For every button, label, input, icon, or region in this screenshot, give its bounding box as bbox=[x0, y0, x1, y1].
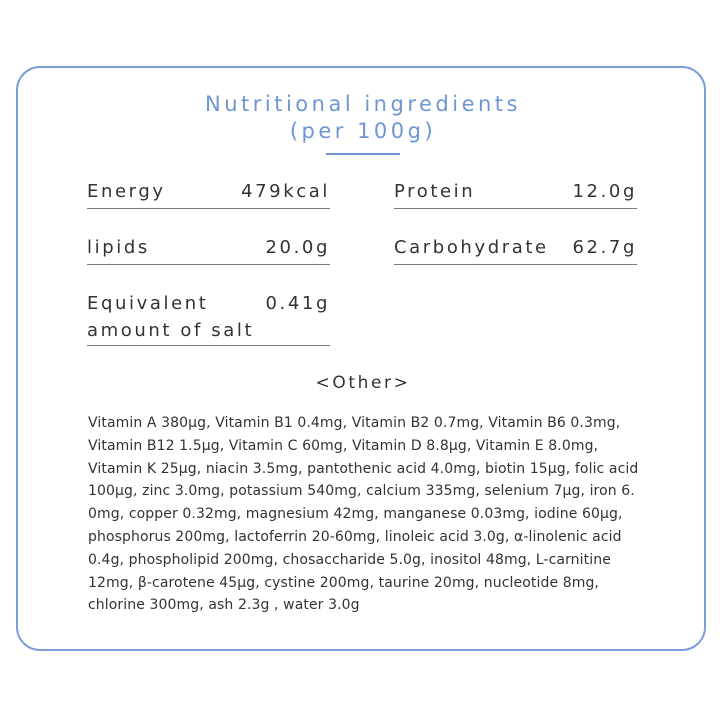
nutrient-value: 0.41g bbox=[265, 293, 330, 314]
nutrient-value: 479kcal bbox=[241, 181, 330, 202]
nutrient-row-lipids bbox=[87, 234, 330, 265]
title-divider bbox=[326, 153, 400, 155]
other-heading: <Other> bbox=[315, 373, 411, 393]
nutrient-label: Equivalent amount of salt bbox=[87, 293, 255, 341]
nutrient-label: Energy bbox=[87, 181, 166, 202]
nutrient-label: lipids bbox=[87, 237, 150, 258]
nutrient-row-carbohydrate bbox=[394, 234, 637, 265]
nutrient-row-salt bbox=[87, 290, 330, 346]
nutrient-value: 20.0g bbox=[265, 237, 330, 258]
nutrient-row-protein bbox=[394, 178, 637, 209]
page-title: Nutritional ingredients bbox=[205, 92, 521, 116]
nutrient-row-energy bbox=[87, 178, 330, 209]
nutrient-label: Carbohydrate bbox=[394, 237, 549, 258]
nutrient-label: Protein bbox=[394, 181, 476, 202]
page-subtitle: (per 100g) bbox=[289, 119, 437, 143]
nutrient-value: 12.0g bbox=[572, 181, 637, 202]
nutrient-value: 62.7g bbox=[572, 237, 637, 258]
other-ingredients-text: Vitamin A 380µg, Vitamin B1 0.4mg, Vitamin B2 0.7mg, Vitamin B6 0.3mg, Vitamin B12 1.5µg, Vitamin C 60mg, Vitamin D 8.8µg, Vitamin E 8.0mg, Vitamin K 25µg, niacin 3.5mg, pantothenic acid 4.0mg, biotin 15µg, folic acid 100µg, zinc 3.0mg, potassium 540mg, calcium 335mg, selenium 7µg, iron 6. 0mg, copper 0.32mg, magnesium 42mg, manganese 0.03mg, iodine 60µg, phosphorus 200mg, lactoferrin 20-60mg, linoleic acid 3.0g, α-linolenic acid 0.4g, phospholipid 200mg, chosaccharide 5.0g, inositol 48mg, L-carnitine 12mg, β-carotene 45µg, cystine 200mg, taurine 20mg, nucleotide 8mg, chlorine 300mg, ash 2.3g , water 3.0g bbox=[88, 415, 639, 614]
